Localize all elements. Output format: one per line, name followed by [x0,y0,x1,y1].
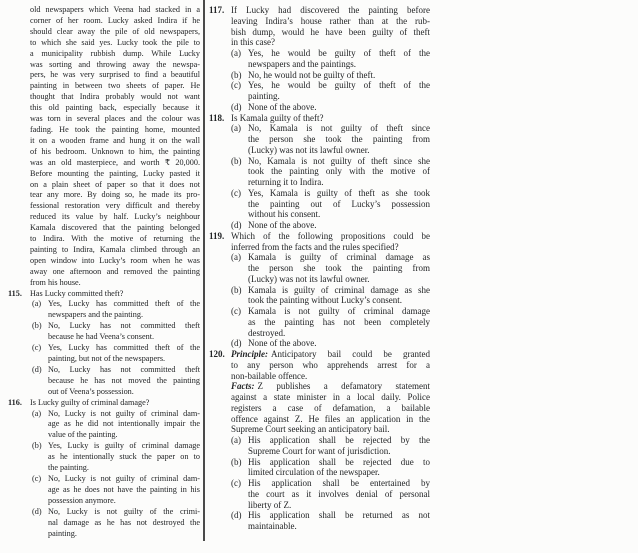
option [231,102,430,113]
option-line: the person she took the painting from [248,134,430,144]
option-line: No, Lucky is not guilty of criminal dam- [48,473,200,483]
intro-line: thought that Indira probably would not want [30,92,200,102]
option [231,435,430,457]
question-number: 115. [8,288,22,298]
intro-line: this old painting back, especially because it [30,103,200,113]
option [30,474,200,507]
intro-line: was torn in several places and the colour was [30,114,200,124]
option-line: No, Kamala is not guilty of theft since [248,123,430,134]
option-label: (d) [231,338,242,349]
intro-line: old newspapers which Veena had stacked in a [30,5,200,14]
option-label: (d) [231,101,242,112]
option-label: (a) [32,299,42,309]
option-line: (Lucky) was not its lawful owner. [248,273,370,284]
stem-line: Is Kamala guilty of theft? [231,112,324,123]
option-label: (a) [231,123,241,134]
option-line: the painting out of Lucky’s possession [248,198,430,209]
option-line: liberty of Z. [248,499,292,510]
question [209,349,430,532]
intro-line: painting to Indira, Kamala climbed through an [30,244,200,254]
option-line: limited circulation of the newspaper. [248,467,380,478]
option-label: (d) [32,506,42,516]
option-line: maintainable. [248,521,297,531]
option-line: No, Lucky is not guilty of criminal dam- [48,408,200,418]
option [30,343,200,365]
intro-line: a municipality rubbish dump. While Lucky [30,48,200,58]
option-line: value of the painting. [48,430,118,440]
intro-line: corner of her room. Lucky asked Indira if he [30,15,200,25]
question [8,398,200,540]
option [231,156,430,188]
option-line: His application shall be rejected by the [248,435,430,445]
intro-line: fessional restoration very difficult and thereby [30,201,200,211]
option-line: None of the above. [248,338,317,349]
option-line: painting, but not of the newspapers. [48,354,166,363]
option-label: (c) [231,187,241,198]
question-number: 118. [209,112,225,123]
option-line: painting. [248,91,280,101]
intro-line: reduced its value by half. Lucky’s neighbour [30,212,200,222]
intro-line: was an old masterpiece, and worth ₹ 20,000. [30,157,200,167]
intro-line: open window into Lucky’s room when he was [30,255,200,265]
stem-line: registers a case of defamation, a bailable [231,402,430,413]
option-line: without his consent. [248,209,321,220]
intro-line: to Indira. With the motive of returning the [30,234,200,244]
option-line: the person she took the painting from [248,263,430,273]
option-line: Kamala is not guilty of criminal damage [248,306,430,316]
option [231,48,430,70]
option-label: (c) [32,343,42,353]
option [30,409,200,442]
option-line: took the painting without Lucky’s consent. [248,295,402,306]
stem-text: Z publishes a defamatory statement [257,381,430,392]
option-line: the painting. [48,463,89,473]
option [231,188,430,220]
option-line: the court as it involves denial of personal [248,488,430,499]
option-label: (b) [231,155,242,166]
option-label: (c) [231,478,241,488]
option [30,441,200,474]
question-number: 120. [209,349,225,359]
question-number: 119. [209,230,225,241]
option-line: Yes, he would be guilty of theft of the [248,80,430,91]
intro-line: on a plain sheet of paper so that it does not [30,179,200,189]
option [231,220,430,231]
option-label: (b) [231,69,242,80]
option-line: out of Veena’s possession. [48,386,134,396]
option-line: newspapers and the paintings. [248,58,356,69]
option-line: None of the above. [248,101,317,112]
option-line: Supreme Court for want of jurisdiction. [248,445,391,456]
segment-label: Facts: [231,381,255,392]
option-line: His application shall be rejected due to [248,456,430,467]
option-line: because he had Veena’s consent. [48,332,155,342]
option-label: (b) [231,456,242,467]
option-line: newspapers and the painting. [48,310,144,320]
option-line: age as he did not intentionally impair the [48,419,200,429]
option-line: His application shall be entertained by [248,478,430,488]
option-line: No, he would not be guilty of theft. [248,69,376,80]
intro-line: from his house. [30,277,81,287]
option-line: possession anymore. [48,495,116,505]
stem-line: non-bailable offence. [231,370,308,381]
intro-line: Kamala discovered that the painting belonged [30,223,200,233]
stem-text: Anticipatory bail could be granted [271,349,430,359]
option-line: No, Lucky has not committed theft [48,321,200,331]
option-label: (b) [32,441,42,451]
question [209,113,430,231]
intro-line: was sorting and throwing away the newspa- [30,59,200,69]
option-label: (a) [231,435,241,445]
intro-line: painting in between two sheets of paper. He [30,81,200,91]
option [231,70,430,81]
option-label: (a) [32,408,42,418]
option [231,285,430,307]
intro-line: pers, he was very surprised to find a beautiful [30,70,200,80]
option-line: Yes, Lucky has committed theft of the [48,343,200,353]
option-line: Kamala is guilty of criminal damage as [248,252,430,263]
option-label: (a) [231,48,241,58]
intro-line: fading. He took the painting home, mounted [30,124,200,134]
option [231,338,430,349]
option [231,457,430,479]
option-label: (c) [32,473,42,483]
option-line: returning it to Indira. [248,177,324,187]
option-line: destroyed. [248,327,286,338]
stem-line [231,381,430,392]
option [30,321,200,343]
stem-line: in this case? [231,37,275,48]
column-divider [203,0,205,541]
stem-line [231,349,430,360]
stem-line: leaving Indira’s house rather than at the rub- [231,15,430,26]
option-label: (b) [32,321,42,331]
option [231,510,430,532]
option-line: because he has not moved the painting [48,375,200,385]
question-number: 116. [8,397,22,407]
option-line: Yes, Lucky has committed theft of the [48,299,200,309]
intro-line: of his bedroom. Unknown to him, the painting [30,146,200,156]
question [209,231,430,349]
question [209,5,430,113]
stem-line: Which of the following propositions could be [231,230,430,241]
option [231,252,430,284]
right-column [209,5,430,532]
intro-line: tear any more. By doing so, he made its pro- [30,190,200,200]
option-line: took the painting only with the motive of [248,166,430,177]
intro-line: to which she said yes. Lucky took the pile to [30,37,200,47]
option [231,478,430,510]
intro-line: Before mounting the painting, Lucky pasted it [30,168,200,178]
option-line: No, Lucky has not committed theft [48,364,200,374]
intro-line: should clear away the pile of old newspapers, [30,26,200,36]
option-line: Yes, he would be guilty of theft of the [248,48,430,58]
option-line: as he intentionally stuck the paper on to [48,452,200,462]
stem-line: against a state minister in a local daily. Police [231,392,430,402]
intro-paragraph [30,5,200,289]
question-number: 117. [209,5,225,15]
option [231,306,430,338]
option-label: (d) [231,220,242,230]
stem-line: to any person who apprehends arrest for a [231,359,430,370]
option [30,365,200,398]
option-label: (a) [231,252,241,263]
option [30,299,200,321]
stem-line: Has Lucky committed theft? [30,288,124,298]
option-line: Yes, Lucky is guilty of criminal damage [48,441,200,451]
stem-line: bish dump, would he have been guilty of theft [231,26,430,37]
option [30,507,200,540]
stem-line: Is Lucky guilty of criminal damage? [30,397,150,407]
option-label: (d) [231,510,242,521]
option-line: Kamala is guilty of criminal damage as she [248,284,430,295]
option-label: (c) [231,306,241,316]
option-label: (d) [32,364,42,374]
question [8,289,200,398]
left-column [8,5,200,539]
option-line: His application shall be returned as not [248,510,430,521]
option-line: Yes, Kamala is guilty of theft as she took [248,187,430,198]
option-line: painting. [48,528,77,538]
option-line: as the painting has not been completely [248,316,430,327]
stem-line: offence against Z. He files an application in the [231,413,430,424]
stem-line: Supreme Court seeking an anticipatory bail. [231,424,390,435]
option-line: age as he does not have the painting in his [48,484,200,494]
stem-line: If Lucky had discovered the painting before [231,5,430,15]
option [231,80,430,102]
segment-label: Principle: [231,349,268,359]
option-label: (c) [231,80,241,91]
intro-line: it on a wooden frame and hung it on the wall [30,135,200,145]
option-line: (Lucky) was not its lawful owner. [248,144,370,155]
option-line: No, Kamala is not guilty of theft since she [248,155,430,166]
option-label: (b) [231,284,242,295]
option [231,123,430,155]
intro-line: away one afternoon and removed the painting [30,266,200,276]
option-line: nal damage as he has not destroyed the [48,517,200,527]
option-line: No, Lucky is not guilty of the crimi- [48,506,200,516]
stem-line: inferred from the facts and the rules specified? [231,241,399,252]
option-line: None of the above. [248,220,317,230]
